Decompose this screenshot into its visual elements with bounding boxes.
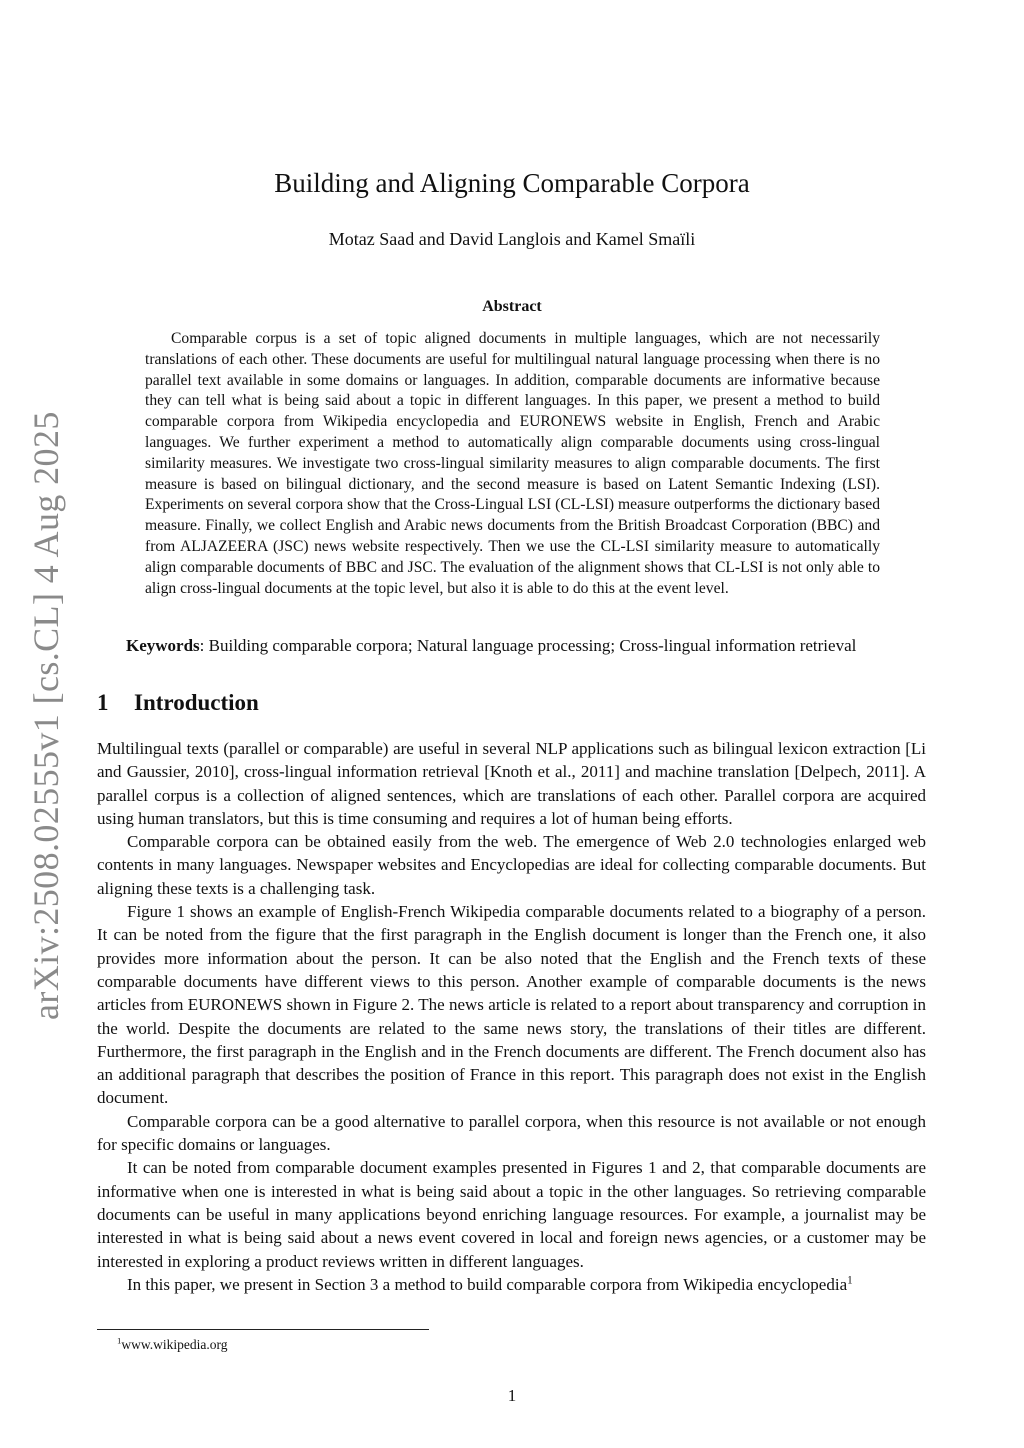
abstract-text: Comparable corpus is a set of topic aligned documents in multiple languages, which are not necessarily translations of each other. These documents are useful for multilingual natural language processing when there is no parallel text available in some domains or languages. In addition, comparable documents are informative because they can tell what is being said about a topic in different languages. In this paper, we present a method to build comparable corpora from Wikipedia encyclopedia and EURONEWS website in English, French and Arabic languages. We further experiment a method to automatically align comparable documents using cross-lingual similarity measures. We investigate two cross-lingual similarity measures to align comparable documents. The first measure is based on bilingual dictionary, and the second measure is based on Latent Semantic Indexing (LSI). Experiments on several corpora show that the Cross-Lingual LSI (CL-LSI) measure outperforms the dictionary based measure. Finally, we collect English and Arabic news documents from the British Broadcast Corporation (BBC) and from ALJAZEERA (JSC) news website respectively. Then we use the CL-LSI similarity measure to automatically align comparable documents of BBC and JSC. The evaluation of the alignment shows that CL-LSI is not only able to align cross-lingual documents at the topic level, but also it is able to do this at the event level. bbox=[145, 330, 880, 597]
section-body bbox=[97, 737, 926, 1296]
footnote-reference[interactable]: 1 bbox=[847, 1274, 853, 1287]
footnote bbox=[117, 1336, 617, 1354]
keywords-text: : Building comparable corpora; Natural language processing; Cross-lingual information retrieval bbox=[199, 636, 857, 655]
body-paragraph: It can be noted from comparable document examples presented in Figures 1 and 2, that comparable documents are informative when one is interested in what is being said about a topic in the other languages. So retrieving comparable documents can be useful in many applications beyond enriching language resources. For example, a journalist may be interested in what is being said about a news event covered in local and foreign news agencies, or a customer may be interested in exploring a product reviews written in different languages. bbox=[97, 1158, 926, 1271]
section-heading bbox=[97, 688, 697, 718]
keywords-label: Keywords bbox=[126, 636, 200, 655]
arxiv-identifier: arXiv:2508.02555v1 [cs.CL] 4 Aug 2025 bbox=[26, 411, 66, 1020]
paper-authors: Motaz Saad and David Langlois and Kamel Smaïli bbox=[328, 229, 696, 249]
keywords-line bbox=[126, 634, 946, 658]
page-number: 1 bbox=[507, 1386, 517, 1405]
footnote-text: www.wikipedia.org bbox=[121, 1337, 228, 1352]
body-paragraph: Comparable corpora can be obtained easily from the web. The emergence of Web 2.0 technologies enlarged web contents in many languages. Newspaper websites and Encyclopedias are ideal for collecting comparable documents. But aligning these texts is a challenging task. bbox=[97, 832, 926, 898]
body-paragraph-text: In this paper, we present in Section 3 a method to build comparable corpora from Wikipedia encyclopedia bbox=[127, 1274, 848, 1294]
body-paragraph: Comparable corpora can be a good alternative to parallel corpora, when this resource is not available or not enough for specific domains or languages. bbox=[97, 1111, 926, 1155]
abstract-heading: Abstract bbox=[482, 298, 542, 315]
section-title: Introduction bbox=[134, 690, 259, 715]
footnote-divider bbox=[97, 1329, 429, 1330]
body-paragraph: Multilingual texts (parallel or comparable) are useful in several NLP applications such as bilingual lexicon extraction [Li and Gaussier, 2010], cross-lingual information retrieval [Knoth et al., 2011] and machine translation [Delpech, 2011]. A parallel corpus is a collection of aligned sentences, which are translations of each other. Parallel corpora are acquired using human translators, but this is time consuming and requires a lot of human being efforts. bbox=[97, 739, 926, 828]
paper-title: Building and Aligning Comparable Corpora bbox=[274, 168, 750, 198]
footnote-mark: 1 bbox=[117, 1335, 122, 1346]
body-paragraph-last bbox=[97, 1273, 926, 1296]
section-number: 1 bbox=[97, 690, 109, 715]
body-paragraph: Figure 1 shows an example of English-French Wikipedia comparable documents related to a biography of a person. It can be noted from the figure that the first paragraph in the English document is longer than the French one, it also provides more information about the person. It can be also noted that the English and the French texts of these comparable documents have different views to this person. Another example of comparable documents is the news articles from EURONEWS shown in Figure 2. The news article is related to a report about transparency and corruption in the world. Despite the documents are related to the same news story, the translations of their titles are different. Furthermore, the first paragraph in the English and in the French documents are different. The French document also has an additional paragraph that describes the position of France in this report. This paragraph does not exist in the English document. bbox=[97, 902, 926, 1108]
